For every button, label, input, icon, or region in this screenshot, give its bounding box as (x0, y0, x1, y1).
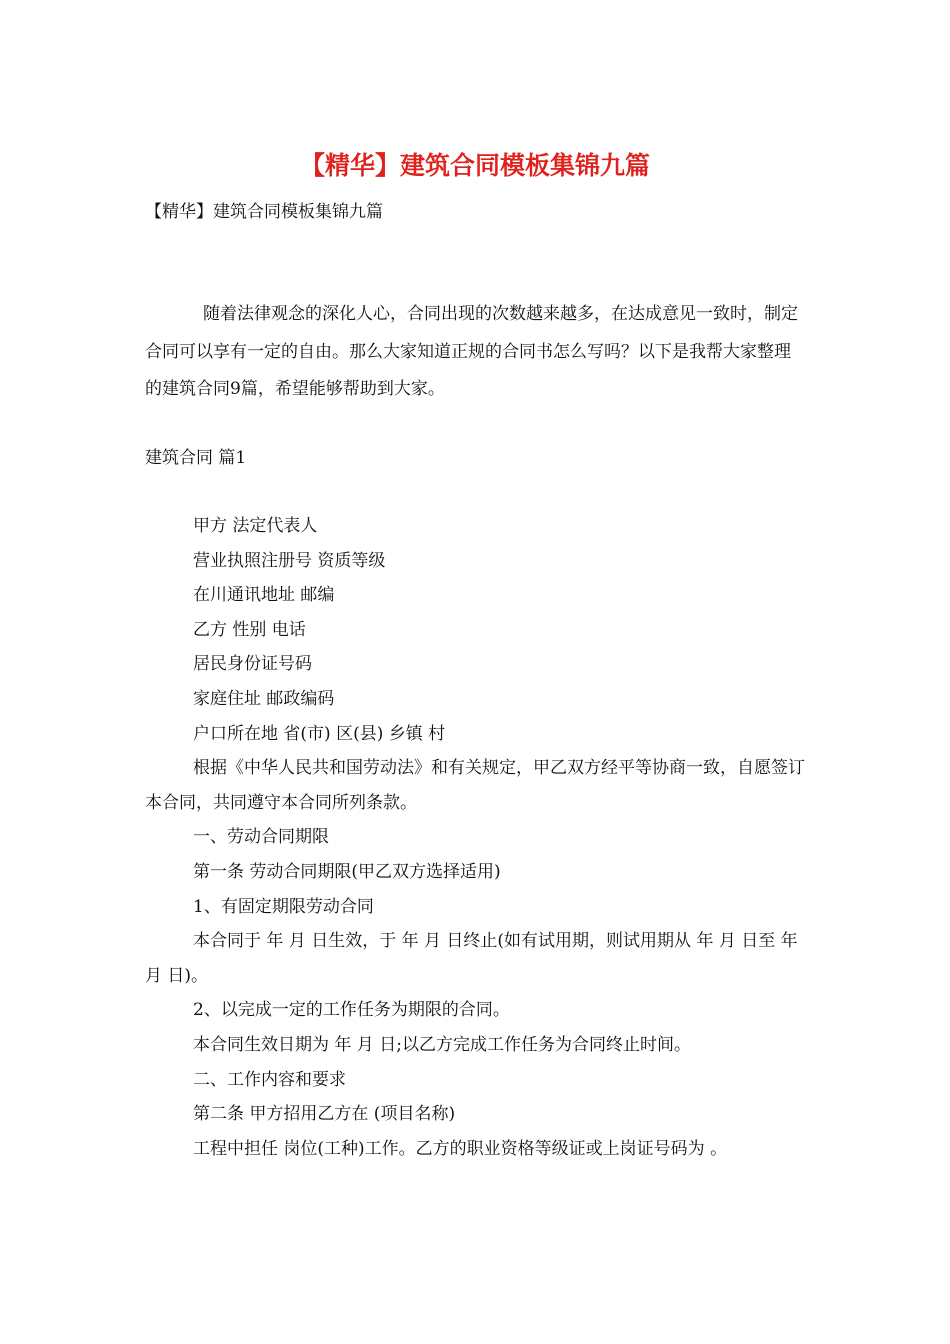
paragraph: 在川通讯地址 邮编 (193, 585, 335, 606)
paragraph: 第一条 劳动合同期限(甲乙双方选择适用) (193, 861, 501, 882)
document-subtitle: 【精华】建筑合同模板集锦九篇 (145, 202, 383, 222)
paragraph: 1、有固定期限劳动合同 (193, 896, 374, 917)
paragraph: 营业执照注册号 资质等级 (193, 550, 386, 571)
paragraph: 2、以完成一定的工作任务为期限的合同。 (193, 1000, 510, 1021)
paragraph: 乙方 性别 电话 (193, 619, 306, 640)
paragraph: 户口所在地 省(市) 区(县) 乡镇 村 (193, 723, 446, 744)
contract-body (145, 509, 810, 1166)
paragraph: 二、工作内容和要求 (193, 1069, 346, 1090)
paragraph: 本合同生效日期为 年 月 日;以乙方完成工作任务为合同终止时间。 (193, 1034, 691, 1055)
paragraph: 第二条 甲方招用乙方在 (项目名称) (193, 1104, 456, 1125)
paragraph: 一、劳动合同期限 (193, 827, 329, 848)
document-title: 【精华】建筑合同模板集锦九篇 (299, 151, 650, 180)
paragraph: 本合同于 年 月 日生效，于 年 月 日终止(如有试用期，则试用期从 年 月 日至 年 月 日)。 (145, 931, 798, 986)
paragraph: 居民身份证号码 (193, 654, 312, 675)
paragraph: 工程中担任 岗位(工种)工作。乙方的职业资格等级证或上岗证号码为 。 (193, 1138, 728, 1159)
paragraph: 根据《中华人民共和国劳动法》和有关规定，甲乙双方经平等协商一致，自愿签订本合同，共同遵守本合同所列条款。 (145, 758, 805, 813)
section-heading: 建筑合同 篇1 (145, 448, 247, 468)
paragraph: 家庭住址 邮政编码 (193, 688, 335, 709)
paragraph: 甲方 法定代表人 (193, 516, 318, 536)
intro-paragraph: 随着法律观念的深化人心，合同出现的次数越来越多，在达成意见一致时，制定合同可以享有一定的自由。那么大家知道正规的合同书怎么写吗？以下是我帮大家整理的建筑合同9篇，希望能够帮助到大家。 (145, 304, 798, 399)
